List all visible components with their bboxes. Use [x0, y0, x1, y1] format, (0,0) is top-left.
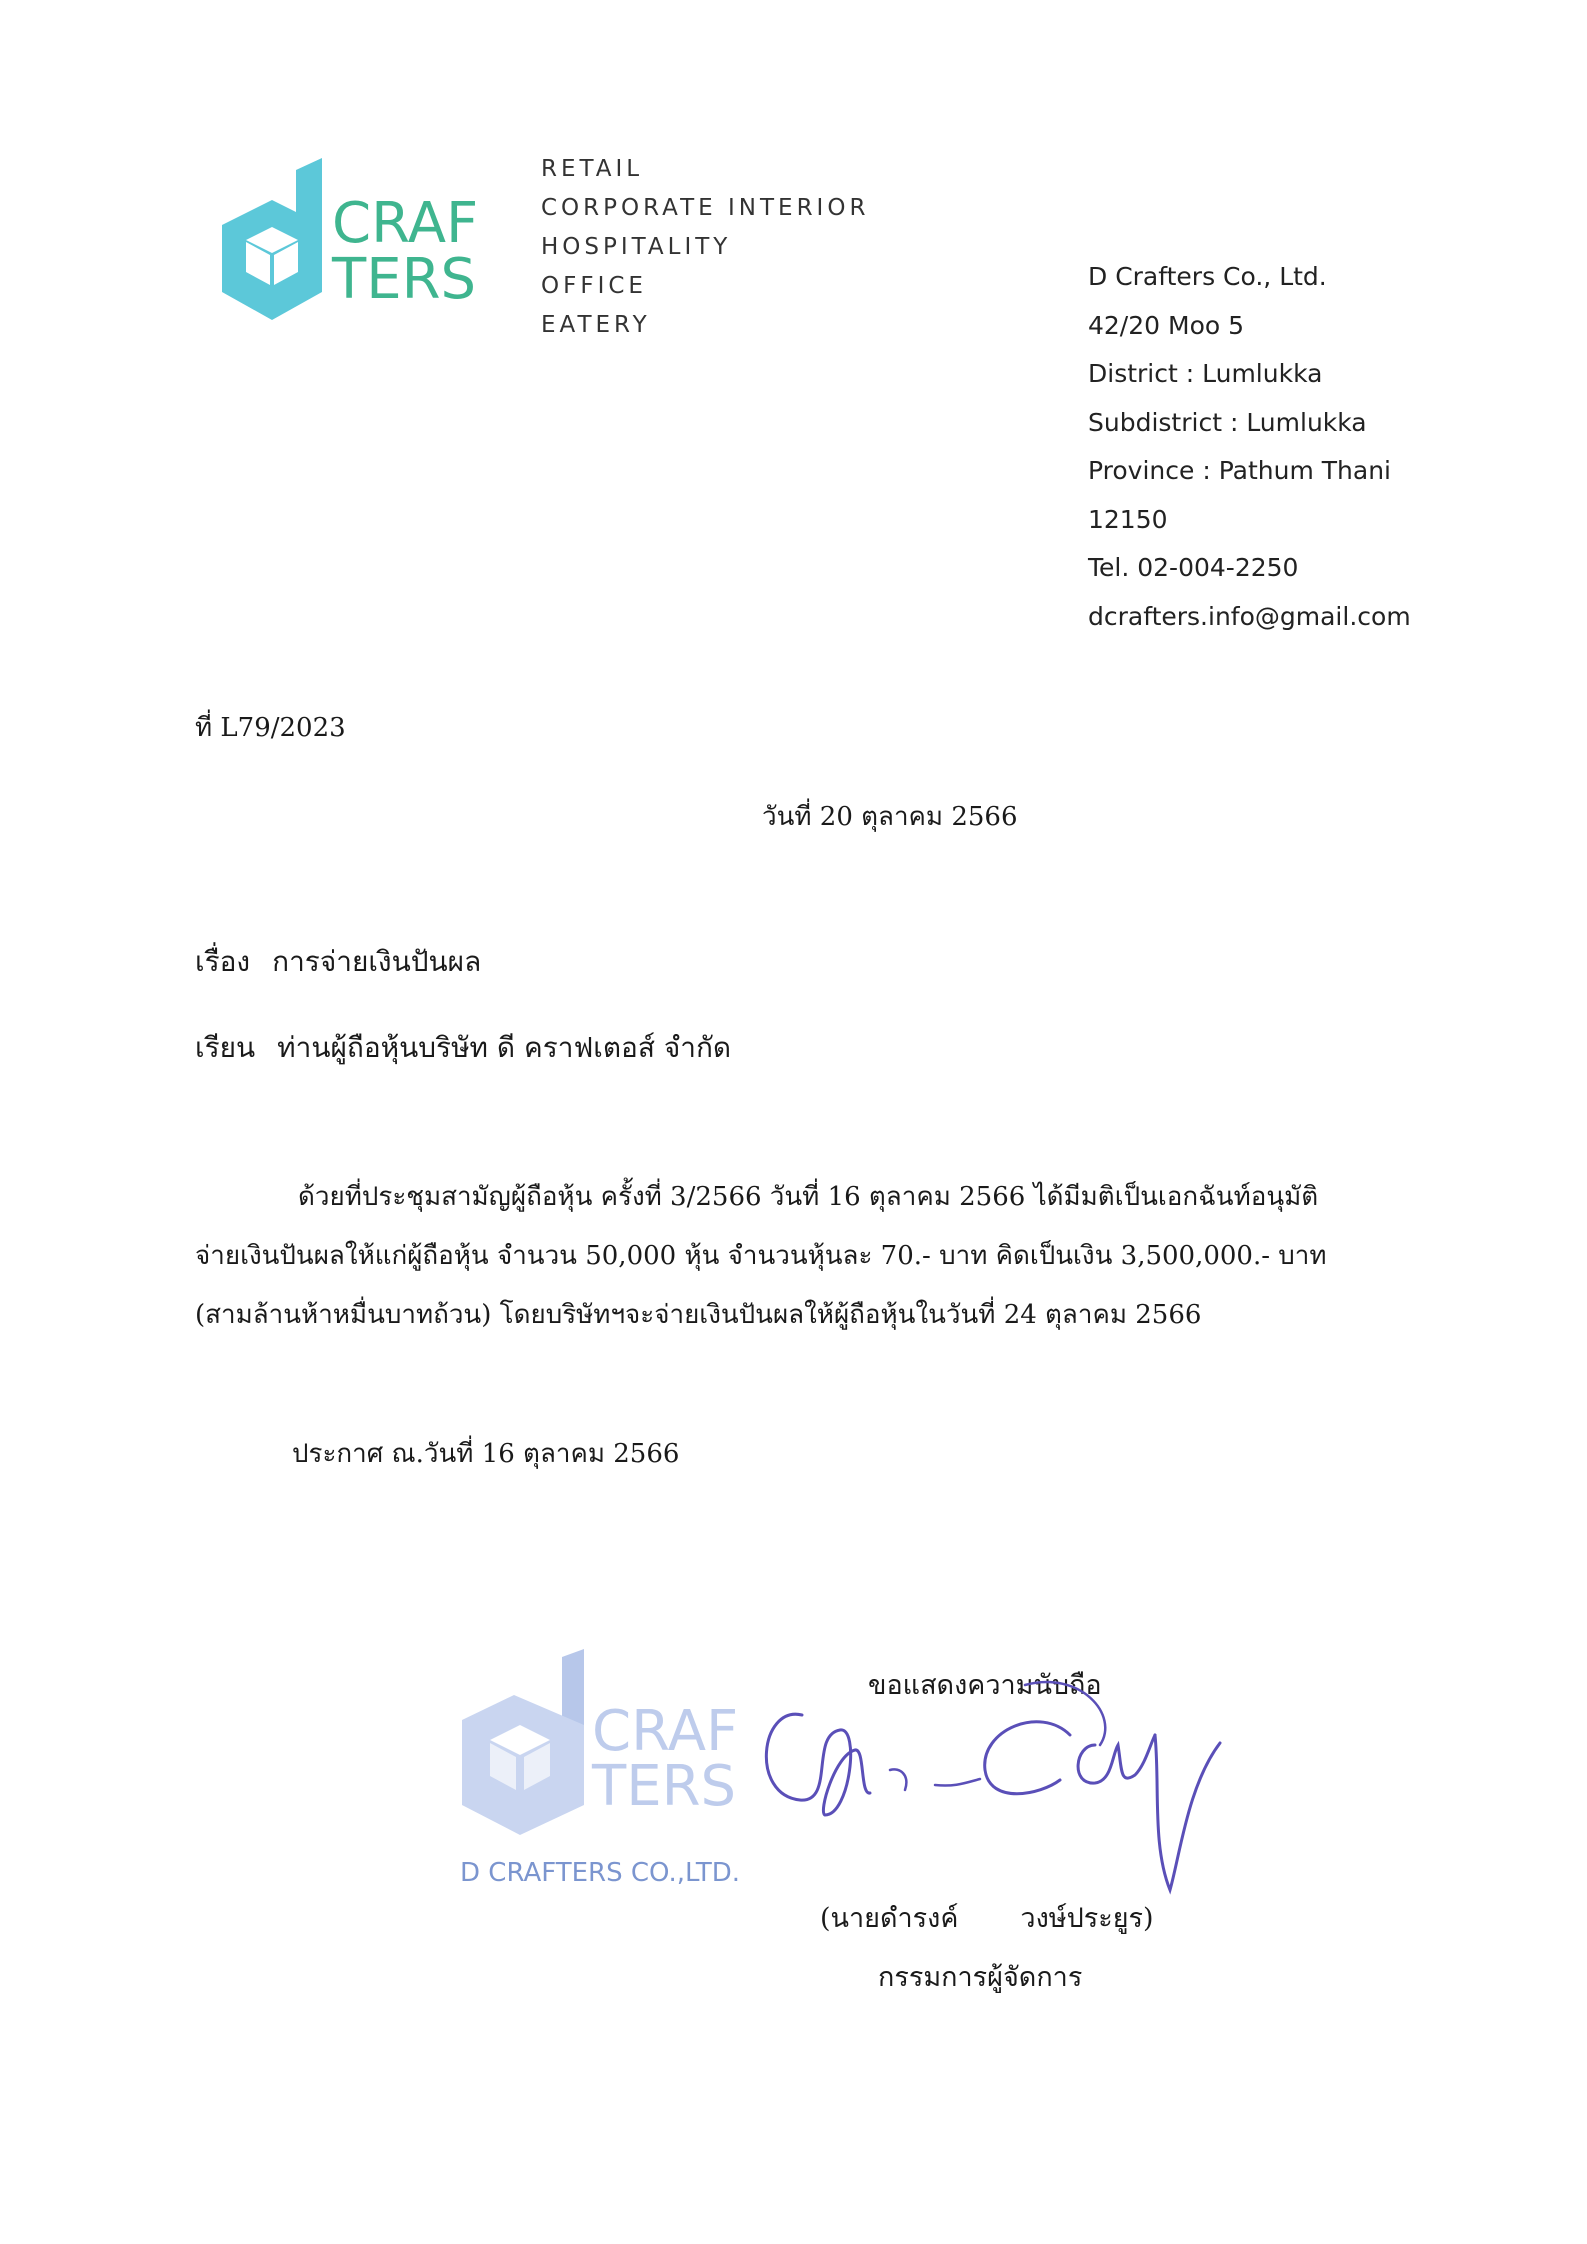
reference-number: ที่ L79/2023	[195, 713, 346, 743]
signer-name	[820, 1896, 1154, 1939]
signer-position: กรรมการผู้จัดการ	[878, 1962, 1083, 1993]
logo-text-ters: TERS	[332, 247, 477, 312]
letter-body	[195, 1168, 1345, 1345]
signer-first-name: (นายดำรงค์	[820, 1903, 959, 1934]
service-item: HOSPITALITY	[541, 234, 732, 260]
address-province: Province : Pathum Thani	[1088, 456, 1391, 485]
subject-row	[195, 940, 481, 984]
service-item: RETAIL	[541, 156, 644, 182]
company-email: dcrafters.info@gmail.com	[1088, 601, 1411, 631]
subject-label: เรื่อง	[195, 945, 251, 978]
company-address	[1088, 253, 1411, 641]
signer-last-name: วงษ์ประยูร)	[1020, 1903, 1154, 1934]
services-list	[541, 150, 869, 345]
service-item: EATERY	[541, 312, 651, 338]
letter-date: วันที่ 20 ตุลาคม 2566	[762, 802, 1018, 832]
stamp-text-ters: TERS	[592, 1754, 737, 1819]
company-name: D Crafters Co., Ltd.	[1088, 262, 1327, 291]
announcement-date: ประกาศ ณ.วันที่ 16 ตุลาคม 2566	[292, 1439, 680, 1469]
company-logo	[214, 150, 504, 340]
closing-phrase: ขอแสดงความนับถือ	[868, 1670, 1102, 1701]
address-postcode: 12150	[1088, 504, 1168, 534]
address-line: 42/20 Moo 5	[1088, 310, 1245, 340]
recipient-text: ท่านผู้ถือหุ้นบริษัท ดี คราฟเตอส์ จำกัด	[277, 1031, 732, 1064]
body-line: ด้วยที่ประชุมสามัญผู้ถือหุ้น ครั้งที่ 3/2566 วันที่ 16 ตุลาคม 2566 ได้มีมติเป็นเอกฉันท์อนุมัติ	[298, 1182, 1319, 1212]
address-district: District : Lumlukka	[1088, 359, 1323, 388]
service-item: CORPORATE INTERIOR	[541, 195, 870, 221]
logo-text-craf: CRAF	[332, 191, 479, 256]
body-line: จ่ายเงินปันผลให้แก่ผู้ถือหุ้น จำนวน 50,000 หุ้น จำนวนหุ้นละ 70.- บาท คิดเป็นเงิน 3,500,000.- บาท	[195, 1241, 1327, 1271]
recipient-row	[195, 1026, 731, 1070]
recipient-label: เรียน	[195, 1031, 256, 1064]
stamp-text-craf: CRAF	[592, 1699, 739, 1764]
stamp-company-name: D CRAFTERS CO.,LTD.	[460, 1858, 741, 1888]
subject-text: การจ่ายเงินปันผล	[272, 945, 482, 978]
address-subdistrict: Subdistrict : Lumlukka	[1088, 407, 1367, 437]
body-line: (สามล้านห้าหมื่นบาทถ้วน) โดยบริษัทฯจะจ่ายเงินปันผลให้ผู้ถือหุ้นในวันที่ 24 ตุลาคม 2566	[195, 1300, 1202, 1330]
company-phone: Tel. 02-004-2250	[1088, 553, 1299, 582]
service-item: OFFICE	[541, 273, 647, 299]
